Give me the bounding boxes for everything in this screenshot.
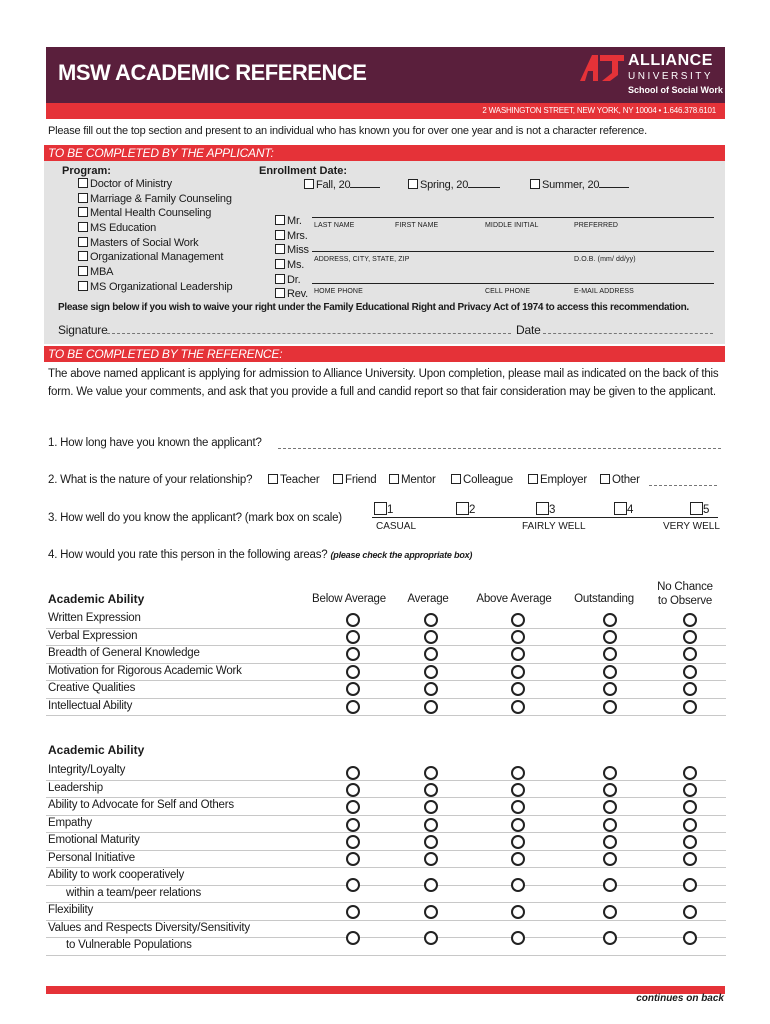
rating-radio[interactable] — [424, 647, 438, 661]
checkbox[interactable] — [600, 474, 610, 484]
rating-radio[interactable] — [603, 630, 617, 644]
checkbox[interactable] — [275, 288, 285, 298]
checkbox[interactable] — [456, 502, 469, 515]
preferred-label: PREFERRED — [574, 222, 619, 229]
rating-row — [46, 611, 726, 629]
signature-label: Signature — [58, 323, 108, 337]
rating-radio[interactable] — [346, 835, 360, 849]
rating-row-label: Motivation for Rigorous Academic Work — [48, 664, 242, 677]
rating-radio[interactable] — [683, 665, 697, 679]
term-fall[interactable]: Fall, 20 — [304, 179, 380, 191]
checkbox[interactable] — [78, 207, 88, 217]
checkbox[interactable] — [333, 474, 343, 484]
rating-radio[interactable] — [603, 647, 617, 661]
question-1: 1. How long have you known the applicant? — [48, 437, 262, 449]
checkbox[interactable] — [304, 179, 314, 189]
rating-radio[interactable] — [346, 931, 360, 945]
program-option[interactable]: MS Education — [78, 222, 232, 237]
scale-option-5[interactable]: 5 — [690, 502, 709, 516]
rating-row — [46, 763, 726, 781]
scale-label-very-well: VERY WELL — [663, 521, 720, 532]
rating-row — [46, 629, 726, 647]
rating-radio[interactable] — [424, 800, 438, 814]
rating-row-label: Integrity/Loyalty — [48, 764, 126, 776]
rating-radio[interactable] — [603, 905, 617, 919]
title-option[interactable]: Ms. — [275, 259, 309, 274]
rating-row-label: Empathy — [48, 816, 92, 829]
rating-radio[interactable] — [424, 905, 438, 919]
question-3: 3. How well do you know the applicant? (mark box on scale) — [48, 512, 342, 524]
footer-bar — [46, 986, 725, 994]
rating-radio[interactable] — [346, 783, 360, 797]
applicant-section-bar — [44, 145, 725, 161]
checkbox[interactable] — [389, 474, 399, 484]
rating-radio[interactable] — [683, 835, 697, 849]
address-input-line[interactable] — [312, 251, 714, 252]
checkbox[interactable] — [78, 222, 88, 232]
program-option[interactable]: MS Organizational Leadership — [78, 281, 232, 296]
rating-radio[interactable] — [511, 647, 525, 661]
rating-radio[interactable] — [511, 613, 525, 627]
program-option[interactable]: Masters of Social Work — [78, 237, 232, 252]
rating-radio[interactable] — [511, 800, 525, 814]
rating-radio[interactable] — [424, 630, 438, 644]
checkbox[interactable] — [78, 193, 88, 203]
rating-radio[interactable] — [511, 665, 525, 679]
last-name-label: LAST NAME — [314, 222, 355, 229]
rating-row-label: within a team/peer relations — [66, 886, 202, 899]
question-2: 2. What is the nature of your relationship? — [48, 474, 253, 486]
checkbox[interactable] — [614, 502, 627, 515]
rating-radio[interactable] — [346, 905, 360, 919]
program-label: Program: — [62, 165, 111, 177]
rating-radio[interactable] — [683, 700, 697, 714]
question-1-answer[interactable] — [278, 448, 721, 449]
checkbox[interactable] — [528, 474, 538, 484]
scale-label-fairly-well: FAIRLY WELL — [522, 521, 586, 532]
applicant-section-heading: TO BE COMPLETED BY THE APPLICANT: — [48, 146, 274, 160]
rating-row — [46, 816, 726, 834]
title-option[interactable]: Miss — [275, 244, 309, 259]
date-label: Date — [516, 323, 541, 337]
logo-name: ALLIANCE — [628, 52, 713, 69]
rating-radio[interactable] — [511, 905, 525, 919]
col-to-observe: to Observe — [657, 595, 713, 607]
cell-phone-label: CELL PHONE — [485, 288, 531, 295]
program-option[interactable]: Organizational Management — [78, 251, 232, 266]
checkbox[interactable] — [78, 281, 88, 291]
date-field[interactable] — [543, 333, 713, 334]
rating-radio[interactable] — [511, 783, 525, 797]
rating-radio[interactable] — [683, 682, 697, 696]
rating-radio[interactable] — [683, 905, 697, 919]
rating-radio[interactable] — [511, 835, 525, 849]
relationship-other[interactable]: Other — [600, 474, 640, 486]
rating-row-label: Values and Respects Diversity/Sensitivity — [48, 921, 250, 934]
logo-university: UNIVERSITY — [628, 71, 714, 82]
reference-section-heading: TO BE COMPLETED BY THE REFERENCE: — [48, 347, 283, 361]
rating-radio[interactable] — [346, 878, 360, 892]
footer-text: continues on back — [636, 993, 724, 1004]
middle-initial-label: MIDDLE INITIAL — [485, 222, 539, 229]
rating-radio[interactable] — [511, 818, 525, 832]
rating-row — [46, 938, 726, 956]
col-outstanding: Outstanding — [574, 593, 634, 605]
rating-row-label: Leadership — [48, 781, 103, 794]
address-text: 2 WASHINGTON STREET, NEW YORK, NY 10004 • 1.646.378.6101 — [482, 106, 716, 115]
rating-radio[interactable] — [424, 818, 438, 832]
rating-row-label: Personal Initiative — [48, 851, 135, 864]
rating-row — [46, 699, 726, 717]
rating-row-label: Breadth of General Knowledge — [48, 647, 200, 659]
checkbox[interactable] — [78, 266, 88, 276]
rating-radio[interactable] — [511, 682, 525, 696]
email-label: E-MAIL ADDRESS — [574, 288, 634, 295]
title-option[interactable]: Dr. — [275, 274, 309, 289]
checkbox[interactable] — [374, 502, 387, 515]
rating-row — [46, 681, 726, 699]
rating-row-label: to Vulnerable Populations — [66, 939, 192, 951]
rating-radio[interactable] — [603, 852, 617, 866]
program-option[interactable]: MBA — [78, 266, 232, 281]
rating-row-label: Emotional Maturity — [48, 834, 140, 846]
rating-radio[interactable] — [511, 852, 525, 866]
checkbox[interactable] — [275, 244, 285, 254]
relationship-mentor[interactable]: Mentor — [389, 474, 436, 486]
checkbox[interactable] — [78, 178, 88, 188]
rating-radio[interactable] — [346, 800, 360, 814]
rating-row-label: Ability to work cooperatively — [48, 869, 185, 881]
rating-radio[interactable] — [603, 665, 617, 679]
rating-radio[interactable] — [424, 835, 438, 849]
program-option[interactable]: Doctor of Ministry — [78, 178, 232, 193]
scale-line — [372, 517, 718, 518]
first-name-label: FIRST NAME — [395, 222, 439, 229]
rating-radio[interactable] — [603, 835, 617, 849]
scale-option-4[interactable]: 4 — [614, 502, 633, 516]
rating-row — [46, 833, 726, 851]
rating-radio[interactable] — [346, 852, 360, 866]
rating-radio[interactable] — [683, 630, 697, 644]
rating-radio[interactable] — [683, 766, 697, 780]
rating-radio[interactable] — [424, 878, 438, 892]
title-option[interactable]: Mr. — [275, 215, 309, 230]
rating-radio[interactable] — [511, 931, 525, 945]
rating-radio[interactable] — [346, 665, 360, 679]
reference-section-bar — [44, 346, 725, 362]
rating-radio[interactable] — [346, 682, 360, 696]
alliance-logo-icon — [578, 53, 626, 83]
rating-radio[interactable] — [424, 852, 438, 866]
logo-school: School of Social Work — [628, 85, 723, 95]
rating-radio[interactable] — [603, 682, 617, 696]
rating-radio[interactable] — [424, 613, 438, 627]
scale-option-1[interactable]: 1 — [374, 502, 393, 516]
rating-radio[interactable] — [683, 878, 697, 892]
col-average: Average — [407, 593, 449, 605]
rating-radio[interactable] — [424, 783, 438, 797]
home-phone-label: HOME PHONE — [314, 288, 363, 295]
rating-row — [46, 921, 726, 939]
checkbox[interactable] — [275, 230, 285, 240]
checkbox[interactable] — [408, 179, 418, 189]
rating-radio[interactable] — [683, 852, 697, 866]
rating-radio[interactable] — [603, 818, 617, 832]
rating-radio[interactable] — [683, 818, 697, 832]
col-no-chance: No Chance — [657, 581, 713, 593]
rating-radio[interactable] — [346, 630, 360, 644]
rating-radio[interactable] — [511, 766, 525, 780]
relationship-other-field[interactable] — [649, 485, 717, 486]
group2-title: Academic Ability — [48, 743, 145, 757]
rating-radio[interactable] — [603, 766, 617, 780]
enrollment-label: Enrollment Date: — [259, 165, 348, 177]
scale-option-3[interactable]: 3 — [536, 502, 555, 516]
title-option[interactable]: Mrs. — [275, 230, 309, 245]
rating-radio[interactable] — [603, 783, 617, 797]
term-summer[interactable]: Summer, 20 — [530, 179, 629, 191]
intro-text: Please fill out the top section and present to an individual who has known you for over one year and is not a character reference. — [48, 125, 647, 137]
scale-option-2[interactable]: 2 — [456, 502, 475, 516]
rating-radio[interactable] — [683, 931, 697, 945]
rating-row — [46, 798, 726, 816]
checkbox[interactable] — [78, 237, 88, 247]
checkbox[interactable] — [530, 179, 540, 189]
rating-radio[interactable] — [424, 931, 438, 945]
rating-radio[interactable] — [346, 818, 360, 832]
address-label: ADDRESS, CITY, STATE, ZIP — [314, 256, 410, 263]
program-option[interactable]: Mental Health Counseling — [78, 207, 232, 222]
rating-row — [46, 646, 726, 664]
rating-radio[interactable] — [346, 613, 360, 627]
checkbox[interactable] — [275, 215, 285, 225]
rating-radio[interactable] — [683, 613, 697, 627]
term-spring[interactable]: Spring, 20 — [408, 179, 500, 191]
question-4: 4. How would you rate this person in the following areas? (please check the appropriate box) — [48, 549, 473, 561]
rating-row — [46, 868, 726, 886]
rating-radio[interactable] — [346, 700, 360, 714]
rating-radio[interactable] — [346, 647, 360, 661]
rating-radio[interactable] — [683, 647, 697, 661]
rating-radio[interactable] — [424, 700, 438, 714]
rating-radio[interactable] — [683, 800, 697, 814]
waiver-text: Please sign below if you wish to waive your right under the Family Educational Right and Privacy Act of 1974 to access this recommendation. — [58, 302, 689, 313]
rating-radio[interactable] — [346, 766, 360, 780]
relationship-friend[interactable]: Friend — [333, 474, 376, 486]
program-list — [78, 178, 232, 296]
title-options — [275, 215, 309, 303]
rating-radio[interactable] — [511, 630, 525, 644]
dob-label: D.O.B. (mm/ dd/yy) — [574, 256, 636, 263]
rating-row — [46, 886, 726, 904]
rating-row-label: Written Expression — [48, 612, 141, 624]
rating-row-label: Ability to Advocate for Self and Others — [48, 799, 234, 811]
checkbox[interactable] — [78, 251, 88, 261]
rating-row-label: Creative Qualities — [48, 682, 136, 694]
rating-row-label: Intellectual Ability — [48, 699, 133, 712]
reference-paragraph: The above named applicant is applying for admission to Alliance University. Upon completion, please mail as indicated on the back of this form. We value your comments, and ask that you provide a full and candid report so that fair consideration may be given to the applicant. — [48, 368, 719, 398]
rating-radio[interactable] — [683, 783, 697, 797]
rating-radio[interactable] — [511, 878, 525, 892]
name-input-line[interactable] — [312, 217, 714, 218]
rating-row-label: Verbal Expression — [48, 629, 138, 642]
rating-row — [46, 903, 726, 921]
title-option[interactable]: Rev. — [275, 288, 309, 303]
program-option[interactable]: Marriage & Family Counseling — [78, 193, 232, 208]
rating-radio[interactable] — [603, 613, 617, 627]
rating-radio[interactable] — [424, 682, 438, 696]
rating-row-label: Flexibility — [48, 904, 94, 916]
page-title: MSW ACADEMIC REFERENCE — [58, 60, 367, 85]
phone-input-line[interactable] — [312, 283, 714, 284]
group1-title: Academic Ability — [48, 592, 145, 606]
relationship-colleague[interactable]: Colleague — [451, 474, 513, 486]
rating-radio[interactable] — [511, 700, 525, 714]
rating-radio[interactable] — [424, 766, 438, 780]
checkbox[interactable] — [536, 502, 549, 515]
rating-row — [46, 851, 726, 869]
rating-radio[interactable] — [603, 700, 617, 714]
question-4-note: (please check the appropriate box) — [330, 550, 473, 560]
rating-radio[interactable] — [603, 931, 617, 945]
col-below-average: Below Average — [312, 593, 386, 605]
scale-label-casual: CASUAL — [376, 521, 417, 532]
checkbox[interactable] — [275, 259, 285, 269]
rating-radio[interactable] — [424, 665, 438, 679]
rating-radio[interactable] — [603, 800, 617, 814]
relationship-teacher[interactable]: Teacher — [268, 474, 320, 486]
checkbox[interactable] — [451, 474, 461, 484]
checkbox[interactable] — [268, 474, 278, 484]
rating-radio[interactable] — [603, 878, 617, 892]
relationship-employer[interactable]: Employer — [528, 474, 587, 486]
checkbox[interactable] — [275, 274, 285, 284]
rating-row — [46, 664, 726, 682]
col-above-average: Above Average — [476, 593, 552, 605]
signature-field[interactable] — [107, 333, 511, 334]
checkbox[interactable] — [690, 502, 703, 515]
rating-row — [46, 781, 726, 799]
